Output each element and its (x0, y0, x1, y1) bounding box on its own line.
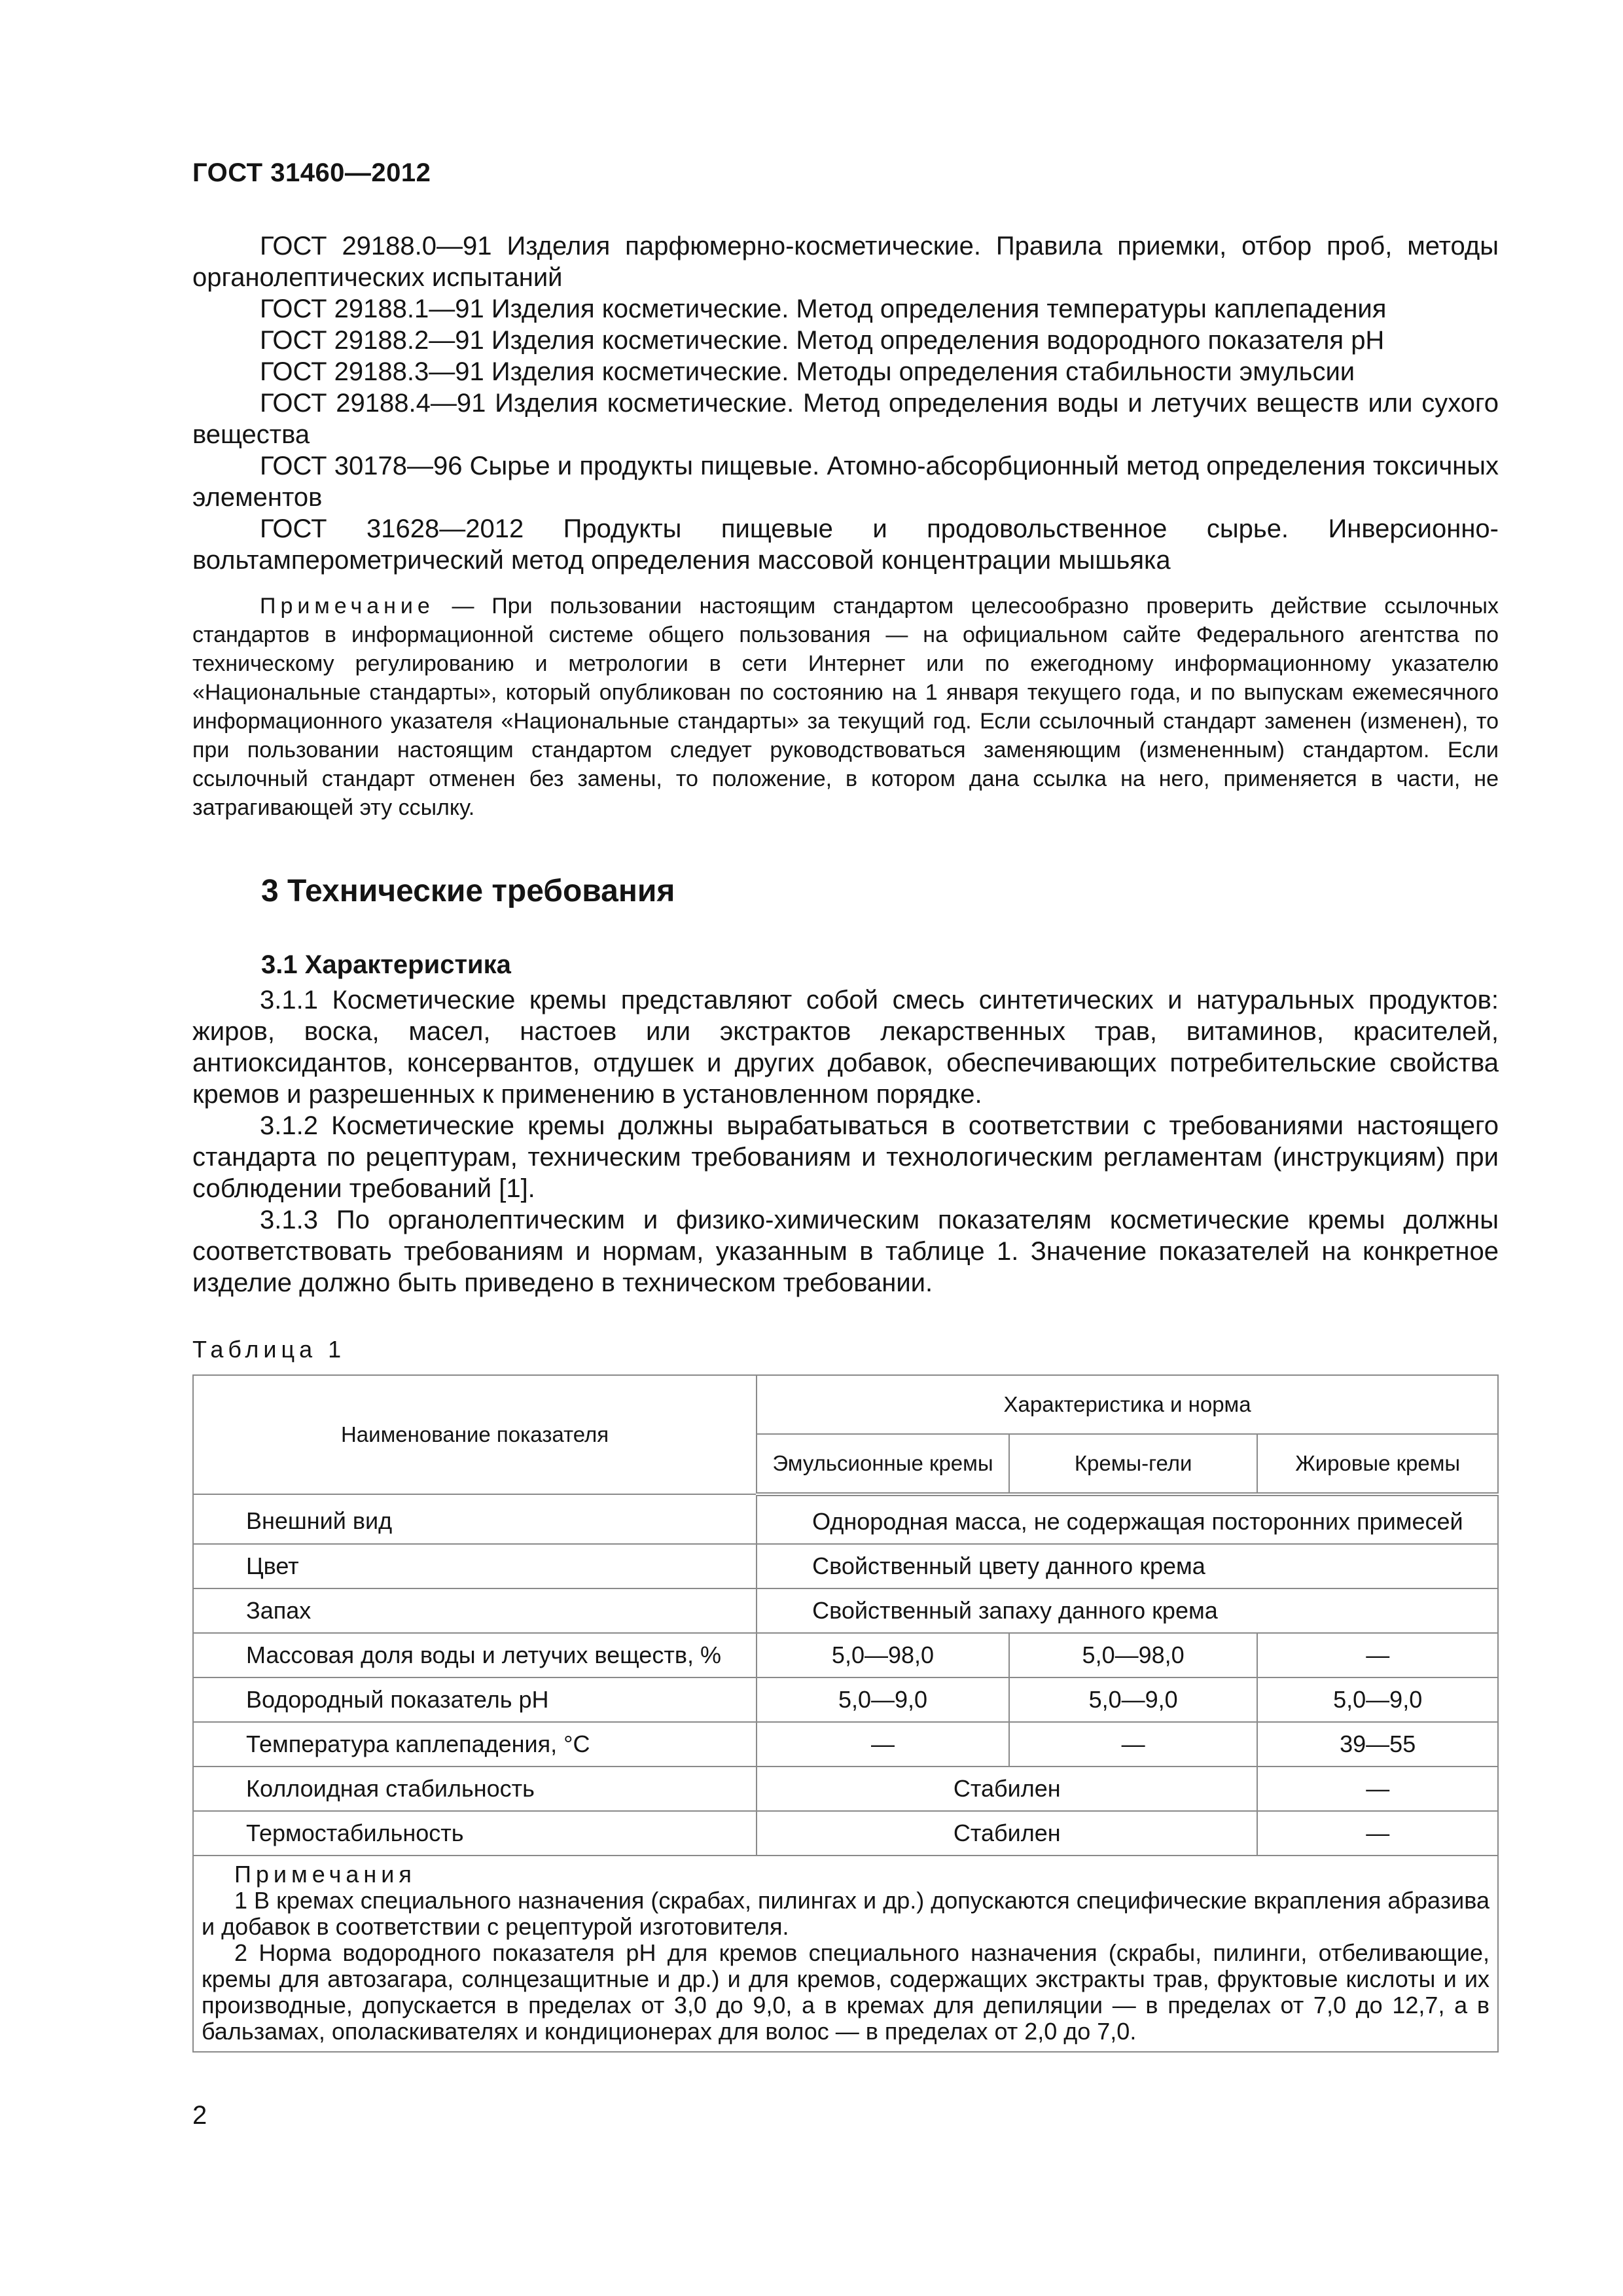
reference-item: ГОСТ 31628—2012 Продукты пищевые и продовольственное сырье. Инверсионно-вольтамперометрический метод определения массовой концентрации мышьяка (192, 514, 1499, 575)
page-header-doc-id: ГОСТ 31460—2012 (192, 158, 431, 187)
row-value: Свойственный запаху данного крема (757, 1588, 1498, 1633)
paragraph: 3.1.2 Косметические кремы должны вырабатываться в соответствии с требованиями настоящего стандарта по рецептурам, техническим требованиям и технологическим регламентам (инструкциям) при соблюдении требований [1]. (192, 1111, 1499, 1203)
table-row (193, 1677, 1498, 1722)
header-name-column: Наименование показателя (193, 1375, 757, 1494)
table-row (193, 1633, 1498, 1677)
table-row (193, 1722, 1498, 1767)
row-name: Температура каплепадения, °С (193, 1722, 757, 1767)
paragraph: 3.1.3 По органолептическим и физико-химическим показателям косметические кремы должны соответствовать требованиям и нормам, указанным в таблице 1. Значение показателей на конкретное изделие должно быть приведено в техническом требовании. (192, 1206, 1499, 1297)
row-name: Водородный показатель pH (193, 1677, 757, 1722)
note-text: — При пользовании настоящим стандартом целесообразно проверить действие ссылочных стандартов в информационной системе общего пользования — на официальном сайте Федерального агентства по техническому регулированию и метрологии в сети Интернет или по ежегодному информационному указателю «Национальные стандарты», который опубликован по состоянию на 1 января текущего года, и по выпускам ежемесячного информационного указателя «Национальные стандарты» за текущий год. Если ссылочный стандарт заменен (изменен), то при пользовании настоящим стандартом следует руководствоваться заменяющим (измененным) стандартом. Если ссылочный стандарт отменен без замены, то положение, в котором дана ссылка на него, применяется в части, не затрагивающей эту ссылку. (192, 594, 1499, 820)
reference-item: ГОСТ 29188.2—91 Изделия косметические. Метод определения водородного показателя pH (260, 326, 1385, 355)
row-value-fat: — (1257, 1767, 1498, 1811)
table-row (193, 1767, 1498, 1811)
row-value-gel: 5,0—98,0 (1009, 1633, 1258, 1677)
row-value-gel: 5,0—9,0 (1009, 1677, 1258, 1722)
table-row (193, 1811, 1498, 1856)
header-col-emulsion: Эмульсионные кремы (757, 1434, 1009, 1494)
row-name: Термостабильность (193, 1811, 757, 1856)
table-row (193, 1588, 1498, 1633)
reference-item: ГОСТ 29188.3—91 Изделия косметические. Методы определения стабильности эмульсии (260, 357, 1355, 386)
row-value-emulsion-gel: Стабилен (757, 1811, 1257, 1856)
table-caption: Таблица 1 (192, 1336, 346, 1363)
row-value-emulsion-gel: Стабилен (757, 1767, 1257, 1811)
table-notes-row (193, 1856, 1498, 2052)
section-title: 3 Технические требования (261, 874, 675, 908)
row-name: Внешний вид (193, 1494, 757, 1544)
header-group: Характеристика и норма (757, 1375, 1498, 1434)
document-body (192, 230, 1499, 2053)
note-label: Примечание (260, 594, 435, 619)
row-value-emulsion: — (757, 1722, 1009, 1767)
reference-item: ГОСТ 29188.0—91 Изделия парфюмерно-косметические. Правила приемки, отбор проб, методы органолептических испытаний (192, 232, 1499, 292)
row-value-emulsion: 5,0—98,0 (757, 1633, 1009, 1677)
row-value: Свойственный цвету данного крема (757, 1544, 1498, 1588)
row-name: Коллоидная стабильность (193, 1767, 757, 1811)
row-name: Цвет (193, 1544, 757, 1588)
page-number: 2 (192, 2101, 207, 2130)
row-value: Однородная масса, не содержащая посторонних примесей (757, 1494, 1498, 1544)
reference-item: ГОСТ 30178—96 Сырье и продукты пищевые. Атомно-абсорбционный метод определения токсичных элементов (192, 452, 1499, 512)
table-row (193, 1494, 1498, 1544)
table-notes (193, 1856, 1498, 2052)
table-note-item: 1 В кремах специального назначения (скрабах, пилингах и др.) допускаются специфические вкрапления абразива и добавок в соответствии с рецептурой изготовителя. (202, 1887, 1489, 1940)
reference-note (192, 592, 1499, 822)
reference-item: ГОСТ 29188.4—91 Изделия косметические. Метод определения воды и летучих веществ или сухого вещества (192, 389, 1499, 449)
table-row (193, 1544, 1498, 1588)
row-name: Запах (193, 1588, 757, 1633)
subsection-title: 3.1 Характеристика (261, 950, 511, 979)
row-name: Массовая доля воды и летучих веществ, % (193, 1633, 757, 1677)
row-value-fat: — (1257, 1811, 1498, 1856)
row-value-emulsion: 5,0—9,0 (757, 1677, 1009, 1722)
row-value-fat: 5,0—9,0 (1257, 1677, 1498, 1722)
header-col-gel: Кремы-гели (1009, 1434, 1258, 1494)
row-value-gel: — (1009, 1722, 1258, 1767)
reference-item: ГОСТ 29188.1—91 Изделия косметические. Метод определения температуры каплепадения (260, 295, 1387, 323)
requirements-table (192, 1374, 1499, 2053)
row-value-fat: — (1257, 1633, 1498, 1677)
header-col-fat: Жировые кремы (1257, 1434, 1498, 1494)
paragraph: 3.1.1 Косметические кремы представляют собой смесь синтетических и натуральных продуктов: жиров, воска, масел, настоев или экстрактов лекарственных трав, витаминов, красителей, антиоксидантов, консервантов, отдушек и других добавок, обеспечивающих потребительские свойства кремов и разрешенных к применению в установленном порядке. (192, 986, 1499, 1109)
table-note-item: 2 Норма водородного показателя pH для кремов специального назначения (скрабы, пилинги, отбеливающие, кремы для автозагара, солнцезащитные и др.) и для кремов, содержащих экстракты трав, фруктовые кислоты и их производные, допускается в пределах от 3,0 до 9,0, а в кремах для депиляции — в пределах от 7,0 до 12,7, а в бальзамах, ополаскивателях и кондиционерах для волос — в пределах от 2,0 до 7,0. (202, 1939, 1489, 2045)
table-notes-title: Примечания (234, 1861, 416, 1888)
row-value-fat: 39—55 (1257, 1722, 1498, 1767)
